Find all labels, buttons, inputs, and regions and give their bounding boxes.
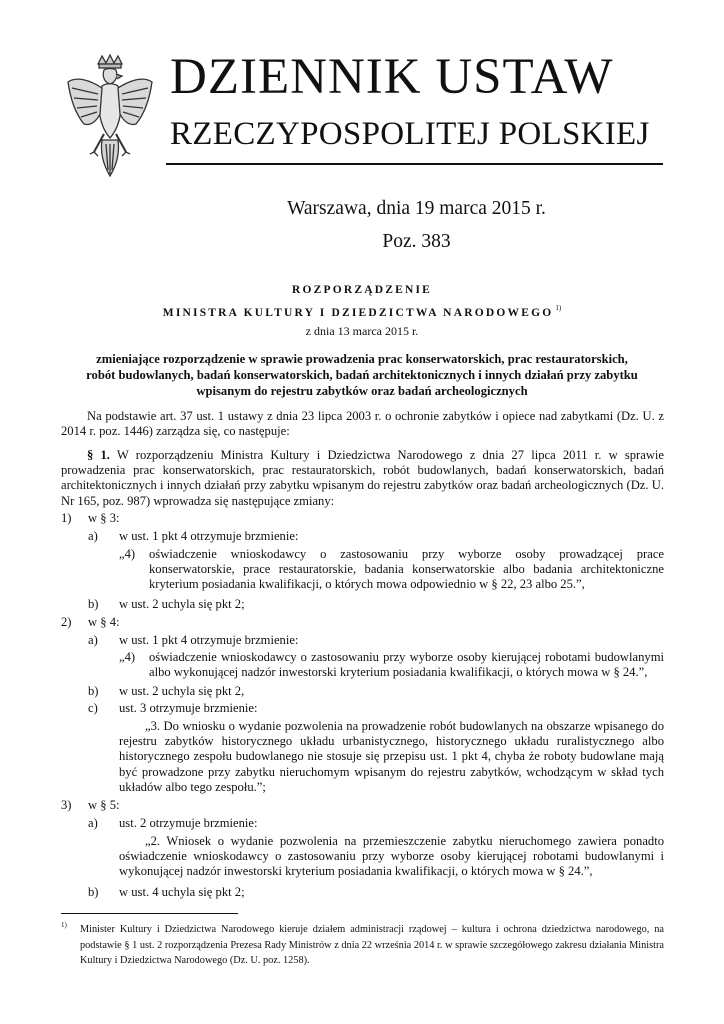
act-issuer [40,304,684,319]
item-2c-quote: „3. Do wniosku o wydanie pozwolenia na prowadzenie robót budowlanych na obszarze wpisanego do rejestru zabytków historycznego układu urbanistycznego, historycznego układu ruralistycznego albo historycznego zespołu budowlanego nie stosuje się przepisu ust. 1 pkt 4, chyba że roboty budowlane mają być prowadzone przy zabytku nieruchomym wpisanym do rejestru zabytków, wchodzącym w skład tych układów albo tego zespołu.”; [119,719,664,794]
item-2c-letter: c) [88,701,98,715]
item-2a-quote-number: „4) [119,650,136,664]
item-3a-quote: „2. Wniosek o wydanie pozwolenia na przemieszczenie zabytku nieruchomego zawiera ponadto oświadczenie wnioskodawcy o zastosowaniu przy wyborze osoby kierującej robotami budowlanymi i wykonującej nadzór inwestorski kryterium posiadania kwalifikacji, o których mowa w § 24.”, [119,834,664,879]
footnote-text: Minister Kultury i Dziedzictwa Narodowego kieruje działem administracji rządowej – kultura i ochrona dziedzictwa narodowego, na podstawie § 1 ust. 2 rozporządzenia Prezesa Rady Ministrów z dnia 22 września 2014 r. w sprawie szczegółowego zakresu działania Ministra Kultury i Dziedzictwa Narodowego (Dz. U. poz. 1258). [80,924,664,967]
item-2b-letter: b) [88,684,99,698]
act-date: z dnia 13 marca 2015 r. [305,324,419,338]
item-2-number: 2) [61,615,72,629]
item-3-number: 3) [61,798,72,812]
item-1b-letter: b) [88,597,99,611]
item-1a-text: w ust. 1 pkt 4 otrzymuje brzmienie: [119,529,299,543]
footnote-rule [61,913,238,914]
journal-title: DZIENNIK USTAW [170,49,614,105]
act-subject-line-1: zmieniające rozporządzenie w sprawie prowadzenia prac konserwatorskich, prac restauratorskich, [96,352,628,366]
act-issuer-text: MINISTRA KULTURY I DZIEDZICTWA NARODOWEGO [162,307,554,319]
paragraph-1-text: W rozporządzeniu Ministra Kultury i Dziedzictwa Narodowego z dnia 27 lipca 2011 r. w sprawie prowadzenia prac konserwatorskich, prac restauratorskich, robót budowlanych, badań konserwatorskich, badań architektonicznych i innych działań przy zabytku wpisanym do rejestru zabytków oraz badań archeologicznych (Dz. U. Nr 165, poz. 987) wprowadza się następujące zmiany: [61,448,665,508]
item-3b-text: w ust. 4 uchyla się pkt 2; [119,885,245,899]
act-subject-line-2: robót budowlanych, badań konserwatorskich, badań architektonicznych i innych działań przy zabytku [86,368,638,382]
item-3-label: w § 5: [88,798,120,812]
item-1-label: w § 3: [88,511,120,525]
item-2a-letter: a) [88,633,98,647]
item-1a-quote: oświadczenie wnioskodawcy o zastosowaniu przy wyborze osoby prowadzącej prace konserwatorskie, prace restauratorskie, badania konserwatorskie albo badania architektoniczne kryterium posiadania kwalifikacji, o których mowa odpowiednio w § 22, 23 albo 25.”, [149,547,664,592]
item-3a-text: ust. 2 otrzymuje brzmienie: [119,816,258,830]
item-2a-text: w ust. 1 pkt 4 otrzymuje brzmienie: [119,633,299,647]
item-2b-text: w ust. 2 uchyla się pkt 2, [119,684,245,698]
footnote-mark: 1) [61,921,67,929]
paragraph-1 [61,448,664,509]
item-1b-text: w ust. 2 uchyla się pkt 2; [119,597,245,611]
item-1a-letter: a) [88,529,98,543]
item-2-label: w § 4: [88,615,120,629]
eagle-emblem-icon [64,54,156,182]
paragraph-1-label: § 1. [87,448,110,462]
place-date: Warszawa, dnia 19 marca 2015 r. [287,198,546,219]
item-3b-letter: b) [88,885,99,899]
item-2c-text: ust. 3 otrzymuje brzmienie: [119,701,258,715]
issuer-footnote-ref: 1) [555,304,562,312]
item-1a-quote-number: „4) [119,547,136,561]
act-type: ROZPORZĄDZENIE [291,284,433,296]
header-rule [166,163,663,165]
item-2a-quote: oświadczenie wnioskodawcy o zastosowaniu przy wyborze osoby kierującej robotami budowlanymi albo wykonującej nadzór inwestorski kryterium posiadania kwalifikacji, o których mowa w § 24.”, [149,650,664,680]
act-subject-line-3: wpisanym do rejestru zabytków oraz badań archeologicznych [196,384,528,398]
preamble: Na podstawie art. 37 ust. 1 ustawy z dnia 23 lipca 2003 r. o ochronie zabytków i opiece nad zabytkami (Dz. U. z 2014 r. poz. 1446) zarządza się, co następuje: [61,409,664,439]
position-number: Poz. 383 [382,231,451,252]
item-1-number: 1) [61,511,72,525]
journal-subtitle: RZECZYPOSPOLITEJ POLSKIEJ [170,116,650,152]
item-3a-letter: a) [88,816,98,830]
